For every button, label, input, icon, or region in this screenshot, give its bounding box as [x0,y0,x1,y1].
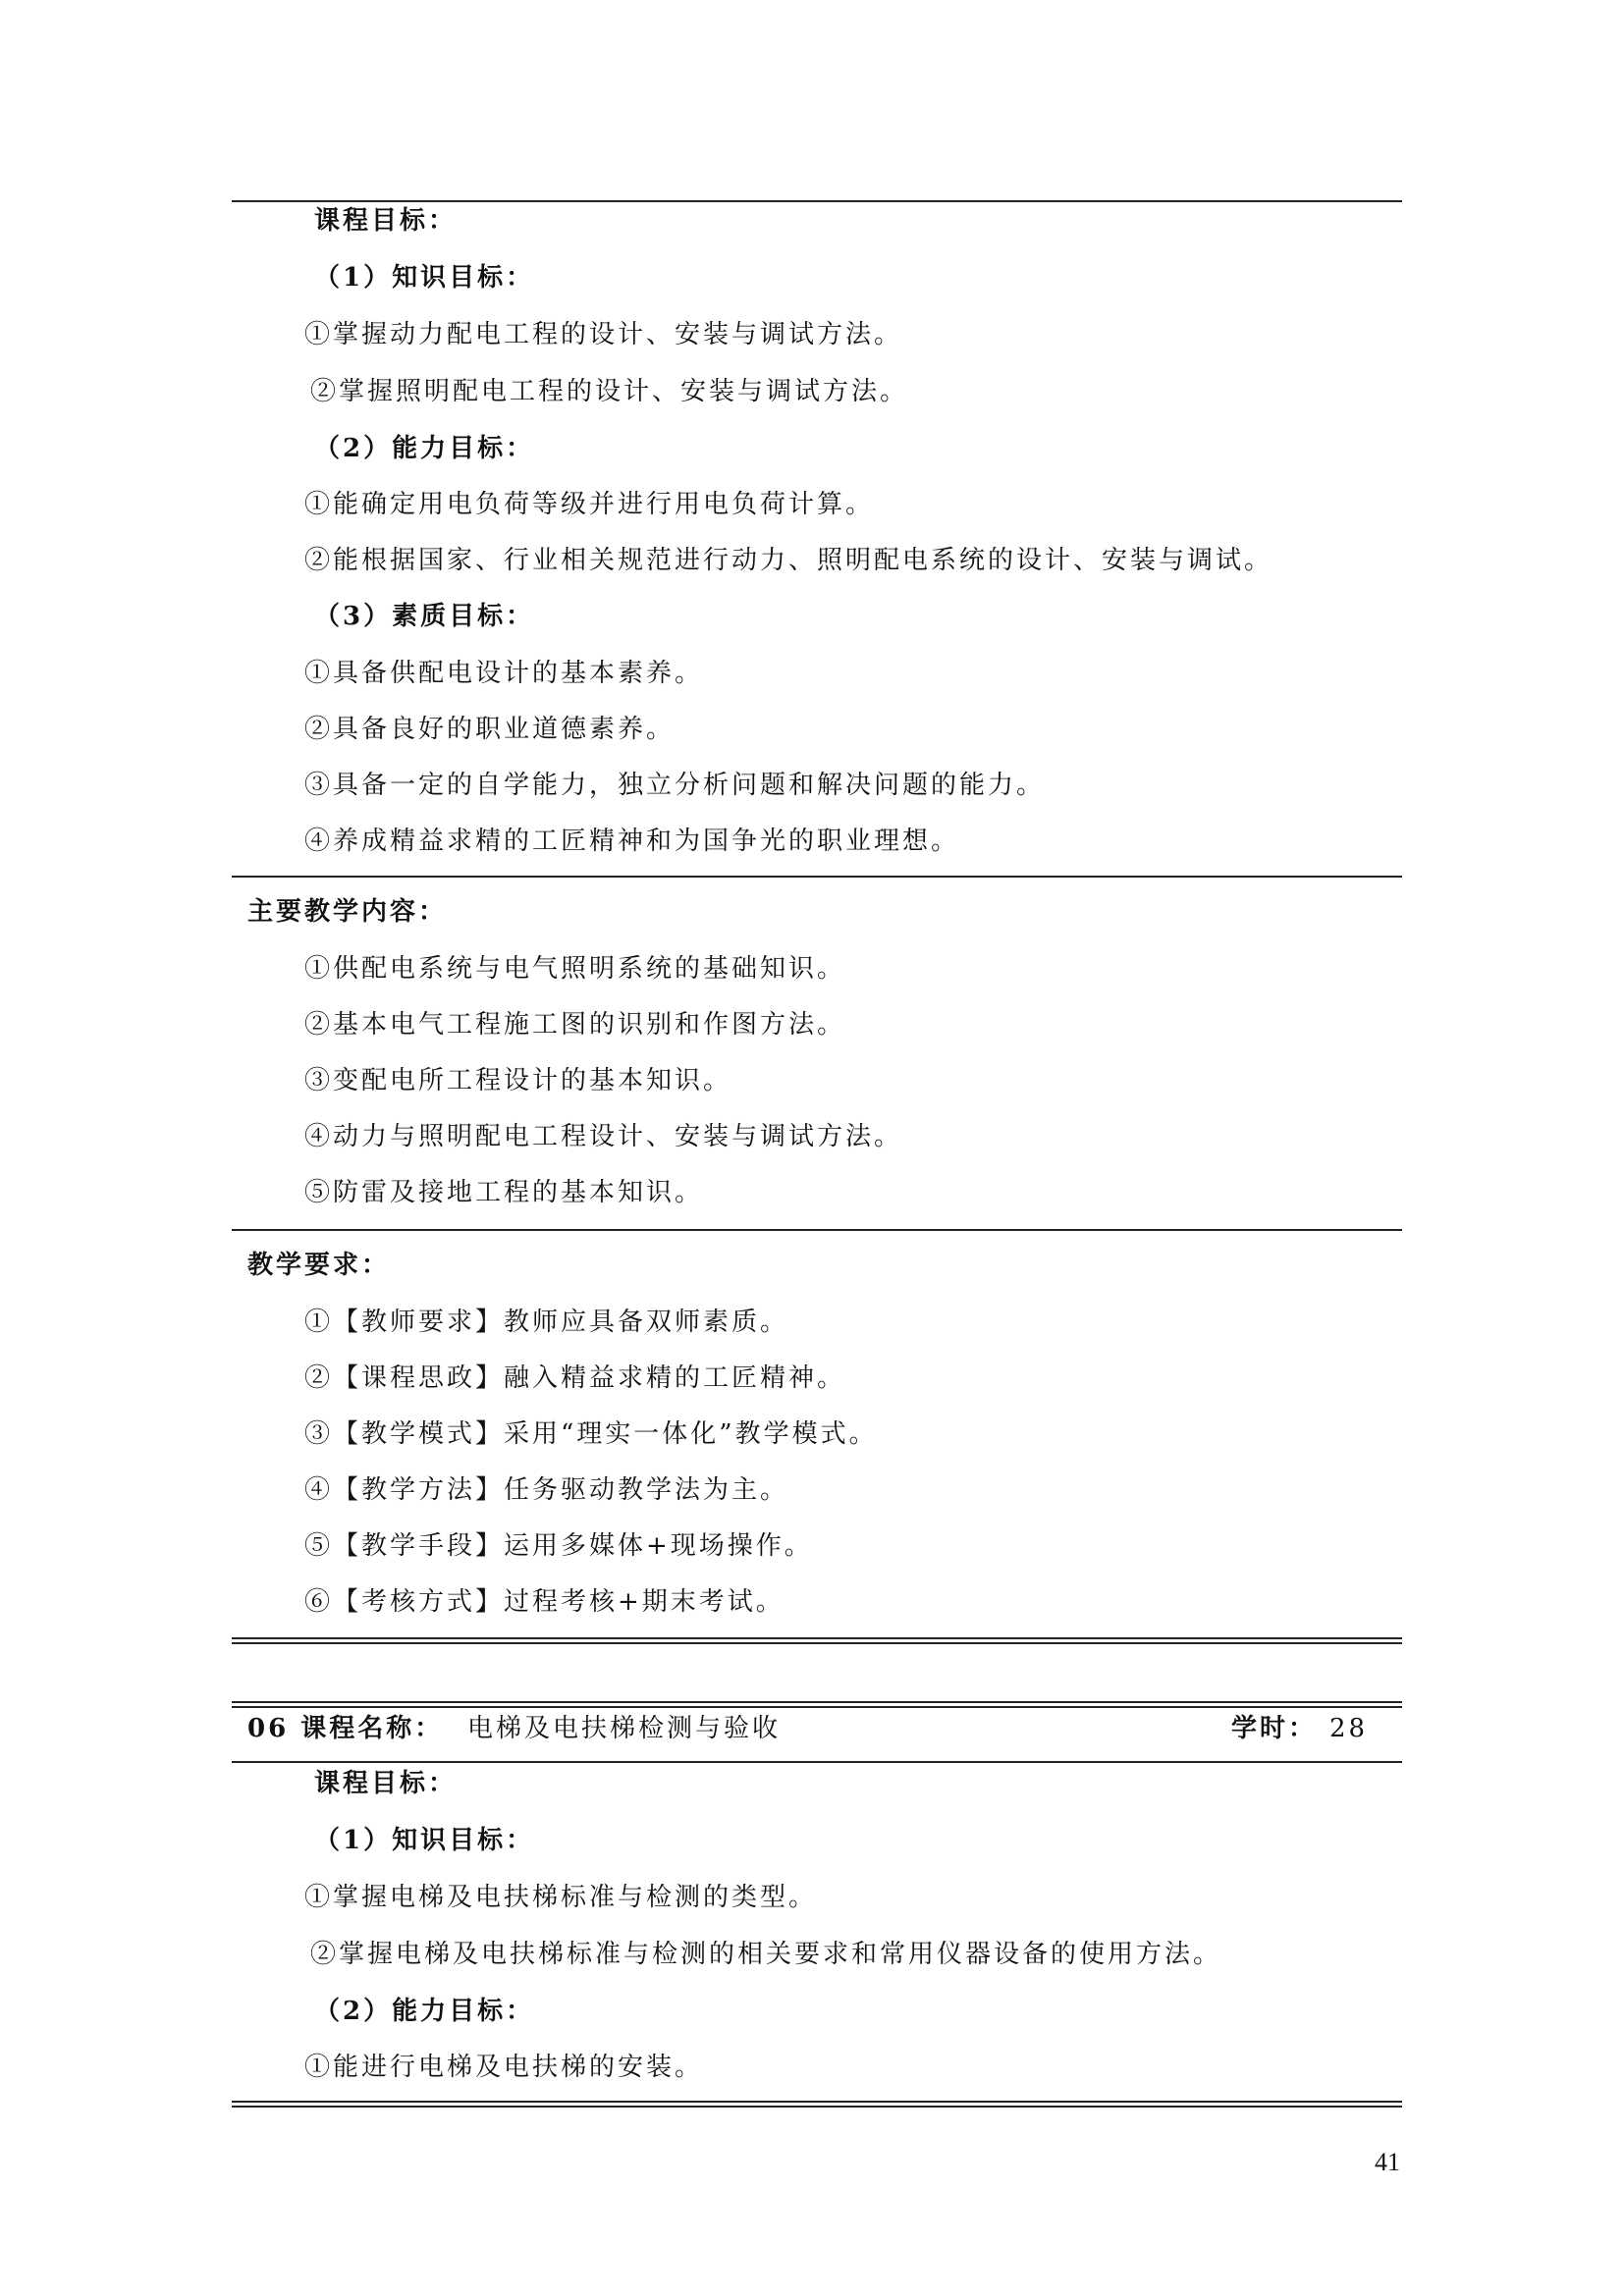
course-number-label: 06 课程名称： [247,1714,444,1743]
quality-item: ②具备良好的职业道德素养。 [304,715,676,744]
requirement-item: ④【教学方法】任务驱动教学法为主。 [304,1475,789,1505]
section-rule [232,876,1402,878]
section-rule [232,1229,1402,1231]
requirement-item: ⑥【考核方式】过程考核+期末考试。 [304,1587,785,1617]
requirement-item: ③【教学模式】采用“理实一体化”教学模式。 [304,1419,878,1449]
content-item: ③变配电所工程设计的基本知识。 [304,1066,732,1095]
ability-item: ①能进行电梯及电扶梯的安装。 [304,2053,704,2082]
requirement-item: ②【课程思政】融入精益求精的工匠精神。 [304,1363,846,1393]
content-item: ⑤防雷及接地工程的基本知识。 [304,1178,704,1207]
content-item: ①供配电系统与电气照明系统的基础知识。 [304,954,846,984]
top-rule [232,200,1402,202]
content-item: ②基本电气工程施工图的识别和作图方法。 [304,1010,846,1040]
course-hours-label: 学时： [1231,1714,1318,1743]
page-number: 41 [1375,2148,1400,2176]
knowledge-item: ①掌握动力配电工程的设计、安装与调试方法。 [304,320,903,349]
knowledge-heading: （1）知识目标： [314,1826,535,1855]
quality-item: ③具备一定的自学能力，独立分析问题和解决问题的能力。 [304,771,1046,800]
course-name: 电梯及电扶梯检测与验收 [467,1714,782,1743]
content-heading: 主要教学内容： [247,897,448,927]
ability-heading: （2）能力目标： [314,1997,535,2026]
course-header-rule [232,1761,1402,1763]
bottom-double-rule [232,2101,1402,2108]
goals-title: 课程目标： [314,206,458,236]
ability-item: ②能根据国家、行业相关规范进行动力、照明配电系统的设计、安装与调试。 [304,546,1273,575]
table-end-double-rule [232,1637,1402,1644]
knowledge-item: ②掌握照明配电工程的设计、安装与调试方法。 [310,377,909,406]
quality-item: ④养成精益求精的工匠精神和为国争光的职业理想。 [304,827,960,856]
knowledge-heading: （1）知识目标： [314,263,535,293]
quality-item: ①具备供配电设计的基本素养。 [304,659,704,688]
ability-item: ①能确定用电负荷等级并进行用电负荷计算。 [304,490,875,519]
requirement-item: ①【教师要求】教师应具备双师素质。 [304,1308,789,1337]
quality-heading: （3）素质目标： [314,602,535,631]
ability-heading: （2）能力目标： [314,434,535,463]
goals-title: 课程目标： [314,1769,458,1798]
knowledge-item: ①掌握电梯及电扶梯标准与检测的类型。 [304,1883,818,1912]
course-header-double-rule [232,1701,1402,1708]
course-hours-value: 28 [1329,1714,1369,1743]
content-item: ④动力与照明配电工程设计、安装与调试方法。 [304,1122,903,1151]
knowledge-item: ②掌握电梯及电扶梯标准与检测的相关要求和常用仪器设备的使用方法。 [310,1940,1222,1969]
requirement-item: ⑤【教学手段】运用多媒体+现场操作。 [304,1531,813,1561]
requirements-heading: 教学要求： [247,1251,391,1280]
